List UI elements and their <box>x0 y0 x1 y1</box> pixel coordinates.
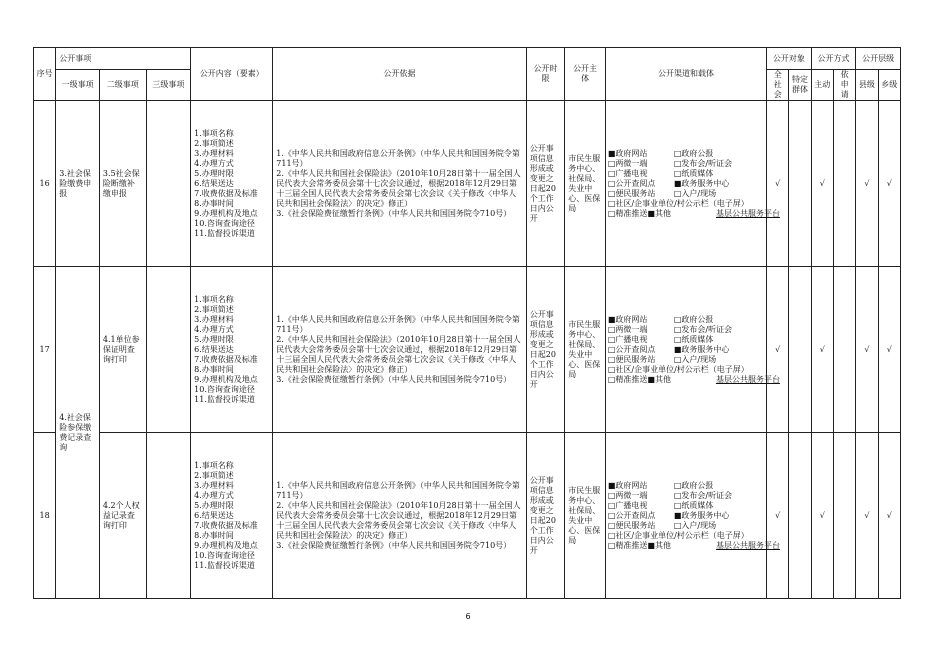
header-level3: 三级事项 <box>146 70 191 101</box>
row-level1: 3.社会保险缴费申报 <box>56 101 100 267</box>
content-item: 11.监督投诉渠道 <box>194 228 255 238</box>
content-item: 10.咨询查询途径 <box>194 550 255 560</box>
basis-item: 2.《中华人民共和国社会保险法》（2010年10月28日第十一届全国人民代表大会常务委员会第十七次会议通过，根据2018年12月29日第十三届全国人民代表大会常务委员会第七次会议《关于修改〈中华人民共和国社会保险法〉的决定》修正） <box>276 334 521 374</box>
channel-option: □入户/现场 <box>673 520 717 530</box>
channel-option: □精准推送 <box>607 540 648 550</box>
content-item: 4.办理方式 <box>194 324 234 334</box>
content-item: 5.办理时限 <box>194 334 234 344</box>
channel-option: □两微一端 <box>607 158 648 168</box>
basis-item: 1.《中华人民共和国政府信息公开条例》（中华人民共和国国务院令第711号） <box>276 148 520 168</box>
check-mark: √ <box>878 101 900 267</box>
content-item: 2.事项简述 <box>194 304 234 314</box>
basis-item: 2.《中华人民共和国社会保险法》（2010年10月28日第十一届全国人民代表大会常务委员会第十七次会议通过，根据2018年12月29日第十三届全国人民代表大会常务委员会第七次会议《关于修改〈中华人民共和国社会保险法〉的决定》修正） <box>276 500 521 540</box>
basis-item: 3.《社会保险费征缴暂行条例》（中华人民共和国国务院令710号） <box>276 208 512 218</box>
content-item: 6.结果送达 <box>194 510 234 520</box>
subject: 市民生服务中心、社保局、失业中心、医保局 <box>565 101 606 267</box>
empty-cell <box>833 433 855 599</box>
header-channel: 公开渠道和载体 <box>605 48 766 101</box>
check-mark: √ <box>767 101 789 267</box>
channel-list <box>605 101 780 267</box>
channel-option: ■政府网站 <box>607 314 648 324</box>
content-item: 7.收费依据及标准 <box>194 188 258 198</box>
content-item: 1.事项名称 <box>194 460 234 470</box>
channel-option: □发布会/听证会 <box>673 158 733 168</box>
row-level3 <box>146 101 191 267</box>
channel-option: □便民服务站 <box>607 520 656 530</box>
check-mark: √ <box>811 267 833 433</box>
subject: 市民生服务中心、社保局、失业中心、医保局 <box>565 433 606 599</box>
empty-cell <box>833 101 855 267</box>
channel-option: ■其他 <box>647 540 671 550</box>
content-item: 8.办事时间 <box>194 198 234 208</box>
channel-option: □发布会/听证会 <box>673 490 733 500</box>
content-item: 4.办理方式 <box>194 490 234 500</box>
table-row <box>34 267 901 433</box>
content-item: 6.结果送达 <box>194 344 234 354</box>
subject: 市民生服务中心、社保局、失业中心、医保局 <box>565 267 606 433</box>
content-item: 7.收费依据及标准 <box>194 520 258 530</box>
header-method-apply: 依申请 <box>833 70 855 101</box>
time-limit: 公开事项信息形成或变更之日起20个工作日内公开 <box>526 267 565 433</box>
basis-item: 3.《社会保险费征缴暂行条例》（中华人民共和国国务院令710号） <box>276 374 512 384</box>
check-mark: √ <box>811 433 833 599</box>
check-mark: √ <box>811 101 833 267</box>
channel-other-value: 基层公共服务平台 <box>715 208 780 218</box>
channel-list <box>605 433 780 599</box>
channel-option: □社区/企事业单位/村公示栏（电子屏） <box>607 364 749 374</box>
basis-item: 1.《中华人民共和国政府信息公开条例》（中华人民共和国国务院令第711号） <box>276 314 520 334</box>
content-item: 8.办事时间 <box>194 364 234 374</box>
channel-option: □政府公报 <box>673 148 714 158</box>
header-target: 公开对象 <box>767 48 812 70</box>
basis-item: 2.《中华人民共和国社会保险法》（2010年10月28日第十一届全国人民代表大会常务委员会第十七次会议通过，根据2018年12月29日第十三届全国人民代表大会常务委员会第七次会议《关于修改〈中华人民共和国社会保险法〉的决定》修正） <box>276 168 521 208</box>
channel-option: □两微一端 <box>607 490 648 500</box>
header-level-town: 乡级 <box>878 70 900 101</box>
content-item: 3.办理材料 <box>194 148 234 158</box>
content-item: 1.事项名称 <box>194 294 234 304</box>
content-item: 3.办理材料 <box>194 480 234 490</box>
channel-option: □发布会/听证会 <box>673 324 733 334</box>
header-target-all: 全社会 <box>767 70 789 101</box>
empty-cell <box>789 433 811 599</box>
channel-option: □入户/现场 <box>673 354 717 364</box>
channel-option: □广播电视 <box>607 500 648 510</box>
content-item: 2.事项简述 <box>194 138 234 148</box>
channel-option: □公开查阅点 <box>607 510 656 520</box>
channel-list <box>605 267 780 433</box>
table-row <box>34 433 901 599</box>
channel-option: ■其他 <box>647 208 671 218</box>
channel-option: □便民服务站 <box>607 354 656 364</box>
header-method-active: 主动 <box>811 70 833 101</box>
header-basis: 公开依据 <box>273 48 527 101</box>
row-seq: 16 <box>34 101 56 267</box>
channel-option: □精准推送 <box>607 208 648 218</box>
check-mark: √ <box>767 267 789 433</box>
basis-item: 3.《社会保险费征缴暂行条例》（中华人民共和国国务院令710号） <box>276 540 512 550</box>
content-item: 4.办理方式 <box>194 158 234 168</box>
content-item: 9.办理机构及地点 <box>194 208 258 218</box>
channel-option: ■政府网站 <box>607 148 648 158</box>
content-item: 1.事项名称 <box>194 128 234 138</box>
basis-items <box>273 267 527 433</box>
channel-option: □政府公报 <box>673 314 714 324</box>
row-level2: 3.5社会保险断缴补缴申报 <box>99 101 146 267</box>
row-seq: 18 <box>34 433 56 599</box>
content-item: 10.咨询查询途径 <box>194 218 255 228</box>
header-method: 公开方式 <box>811 48 856 70</box>
channel-option: □广播电视 <box>607 334 648 344</box>
empty-cell <box>833 267 855 433</box>
channel-option: ■政府网站 <box>607 480 648 490</box>
channel-option: □纸质媒体 <box>673 500 714 510</box>
content-item: 8.办事时间 <box>194 530 234 540</box>
row-level2: 4.2个人权益记录查询打印 <box>99 433 146 599</box>
header-level: 公开层级 <box>856 48 901 70</box>
basis-item: 1.《中华人民共和国政府信息公开条例》（中华人民共和国国务院令第711号） <box>276 480 520 500</box>
content-item: 3.办理材料 <box>194 314 234 324</box>
row-seq: 17 <box>34 267 56 433</box>
header-target-specific: 特定群体 <box>789 70 811 101</box>
time-limit: 公开事项信息形成或变更之日起20个工作日内公开 <box>526 433 565 599</box>
check-mark: √ <box>878 267 900 433</box>
content-item: 5.办理时限 <box>194 168 234 178</box>
channel-option: □纸质媒体 <box>673 334 714 344</box>
empty-cell <box>789 101 811 267</box>
channel-option: ■政务服务中心 <box>673 344 730 354</box>
time-limit: 公开事项信息形成或变更之日起20个工作日内公开 <box>526 101 565 267</box>
table-row <box>34 101 901 267</box>
channel-option: ■其他 <box>647 374 671 384</box>
header-level1: 一级事项 <box>56 70 100 101</box>
row-level3 <box>146 267 191 433</box>
page-number: 6 <box>465 612 471 621</box>
channel-other-value: 基层公共服务平台 <box>715 374 780 384</box>
header-content: 公开内容（要素） <box>191 48 273 101</box>
channel-option: □政府公报 <box>673 480 714 490</box>
channel-option: ■政务服务中心 <box>673 510 730 520</box>
channel-other-value: 基层公共服务平台 <box>715 540 780 550</box>
channel-option: ■政务服务中心 <box>673 178 730 188</box>
channel-option: □纸质媒体 <box>673 168 714 178</box>
channel-option: □社区/企事业单位/村公示栏（电子屏） <box>607 530 749 540</box>
channel-option: □两微一端 <box>607 324 648 334</box>
check-mark: √ <box>856 433 878 599</box>
row-level1: 4.社会保险参保缴费记录查询 <box>56 267 100 599</box>
check-mark: √ <box>878 433 900 599</box>
basis-items <box>273 101 527 267</box>
content-item: 11.监督投诉渠道 <box>194 560 255 570</box>
header-subject: 公开主体 <box>565 48 606 101</box>
channel-option: □精准推送 <box>607 374 648 384</box>
content-item: 11.监督投诉渠道 <box>194 394 255 404</box>
channel-option: □公开查阅点 <box>607 178 656 188</box>
content-item: 10.咨询查询途径 <box>194 384 255 394</box>
channel-option: □社区/企事业单位/村公示栏（电子屏） <box>607 198 749 208</box>
content-items <box>191 101 273 267</box>
content-items <box>191 267 273 433</box>
row-level3 <box>146 433 191 599</box>
basis-items <box>273 433 527 599</box>
content-item: 5.办理时限 <box>194 500 234 510</box>
channel-option: □公开查阅点 <box>607 344 656 354</box>
header-level-county: 县级 <box>856 70 878 101</box>
channel-option: □便民服务站 <box>607 188 656 198</box>
content-item: 7.收费依据及标准 <box>194 354 258 364</box>
header-seq: 序号 <box>34 48 56 101</box>
channel-option: □广播电视 <box>607 168 648 178</box>
header-matters: 公开事项 <box>56 48 191 70</box>
disclosure-table <box>33 47 901 599</box>
content-item: 9.办理机构及地点 <box>194 540 258 550</box>
content-items <box>191 433 273 599</box>
empty-cell <box>789 267 811 433</box>
check-mark: √ <box>767 433 789 599</box>
content-item: 2.事项简述 <box>194 470 234 480</box>
channel-option: □入户/现场 <box>673 188 717 198</box>
content-item: 6.结果送达 <box>194 178 234 188</box>
row-level2: 4.1单位参保证明查询打印 <box>99 267 146 433</box>
content-item: 9.办理机构及地点 <box>194 374 258 384</box>
header-time-limit: 公开时限 <box>526 48 565 101</box>
header-level2: 二级事项 <box>99 70 146 101</box>
check-mark: √ <box>856 101 878 267</box>
check-mark: √ <box>856 267 878 433</box>
